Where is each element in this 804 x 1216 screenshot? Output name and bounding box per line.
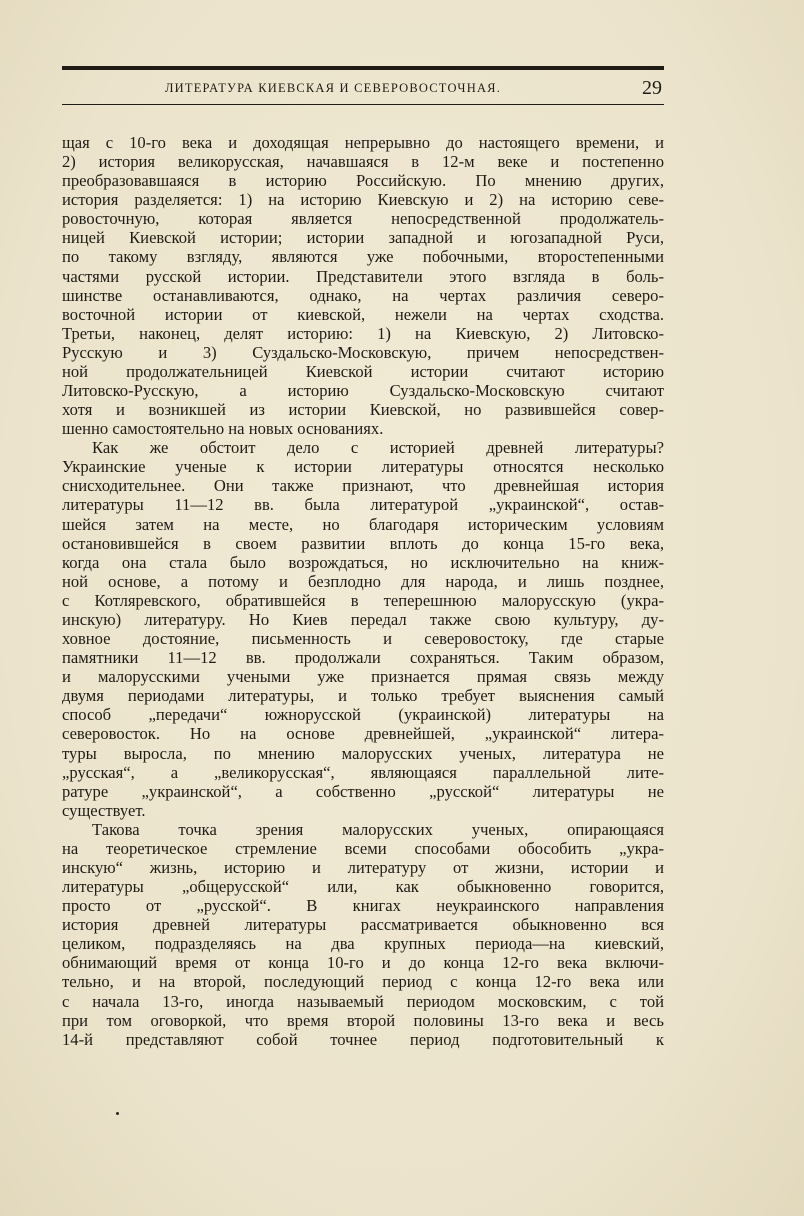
text-line: и малорусскими учеными уже признается прямая связь между [62,667,664,687]
text-line: инскую) литературу. Но Киев передал также свою культуру, ду- [62,609,664,629]
text-line: ховное достояние, письменность и северовостоку, где старые [62,629,664,649]
text-line: Русскую и 3) Суздальско-Московскую, причем непосредствен- [62,342,664,362]
text-line: когда она стала было возрождаться, но исключительно на книж- [62,552,664,572]
text-line: тельно, и на второй, последующий период с конца 12-го века или [62,972,664,992]
text-line: северовосток. Но на основе древнейшей, „украинской“ литера- [62,724,664,744]
body-text [62,133,664,1049]
text-line: ной продолжательницей Киевской истории считают историю [62,361,664,381]
text-line: история древней литературы рассматривается обыкновенно вся [62,915,664,935]
text-line: ной основе, а потому и безплодно для народа, и лишь позднее, [62,571,664,591]
paragraph-first-line: Как же обстоит дело с историей древней литературы? [92,438,664,458]
text-line: по такому взгляду, являются уже побочными, второстепенными [62,247,664,267]
running-title: ЛИТЕРАТУРА КИЕВСКАЯ И СЕВЕРОВОСТОЧНАЯ. [164,81,502,95]
text-line: просто от „русской“. В книгах неукраинского направления [62,896,664,916]
text-line: 14-й представляют собой точнее период подготовительный к [62,1029,664,1049]
text-line: памятники 11—12 вв. продолжали сохраняться. Таким образом, [62,648,664,668]
text-line: восточной истории от киевской, нежели на чертах сходства. [62,304,664,324]
text-line: история разделяется: 1) на историю Киевскую и 2) на историю севе- [62,190,664,210]
text-line: Литовско-Русскую, а историю Суздальско-Московскую считают [62,381,664,401]
text-line: с начала 13-го, иногда называемый периодом московским, с той [62,991,664,1011]
text-line: частями русской истории. Представители этого взгляда в боль- [62,266,664,286]
text-line: при том оговоркой, что время второй половины 13-го века и весь [62,1010,664,1030]
text-line: шинстве останавливаются, однако, на чертах различия северо- [62,285,664,305]
text-line: „русская“, а „великорусская“, являющаяся параллельной лите- [62,762,664,782]
text-line: шенно самостоятельно на новых основаниях. [62,419,384,439]
text-line: литературы „общерусской“ или, как обыкновенно говорится, [62,877,664,897]
text-line: снисходительнее. Они также признают, что древнейшая история [62,476,664,496]
text-line: обнимающий время от конца 10-го и до конца 12-го века включи- [62,953,664,973]
text-line: целиком, подразделяясь на два крупных периода—на киевский, [62,934,664,954]
header-rule-top [62,66,664,70]
text-line: остановившейся в своем развитии вплоть до конца 15-го века, [62,533,664,553]
text-line: ровосточную, которая является непосредственной продолжатель- [62,209,664,229]
text-line: с Котляревского, обратившейся в теперешнюю малорусскую (укра- [62,590,664,610]
print-speck [116,1112,119,1115]
text-line: двумя периодами литературы, и только требует выяснения самый [62,686,664,706]
text-line: преобразовавшаяся в историю Российскую. По мнению других, [62,171,664,191]
text-line: ницей Киевской истории; истории западной и югозападной Руси, [62,228,664,248]
text-line: ратуре „украинской“, а собственно „русской“ литературы не [62,781,664,801]
page-number: 29 [642,77,662,99]
text-line: способ „передачи“ южнорусской (украинской) литературы на [62,705,664,725]
text-line: литературы 11—12 вв. была литературой „украинской“, остав- [62,495,664,515]
text-line: хотя и возникшей из истории Киевской, но развившейся совер- [62,400,664,420]
text-line: 2) история великорусская, начавшаяся в 12-м веке и постепенно [62,152,664,172]
running-head [62,77,664,101]
text-line: существует. [62,800,146,820]
text-line: Украинские ученые к истории литературы относятся несколько [62,457,664,477]
text-line: инскую“ жизнь, историю и литературу от жизни, истории и [62,857,664,877]
text-line: на теоретическое стремление всеми способами обособить „укра- [62,838,664,858]
paragraph-first-line: Такова точка зрения малорусских ученых, опирающаяся [92,819,664,839]
text-line: Третьи, наконец, делят историю: 1) на Киевскую, 2) Литовско- [62,323,664,343]
text-line: щая с 10-го века и доходящая непрерывно до настоящего времени, и [62,133,664,152]
header-rule-bottom [62,104,664,105]
text-line: шейся затем на месте, но благодаря историческим условиям [62,514,664,534]
text-line: туры выросла, по мнению малорусских ученых, литература не [62,743,664,763]
